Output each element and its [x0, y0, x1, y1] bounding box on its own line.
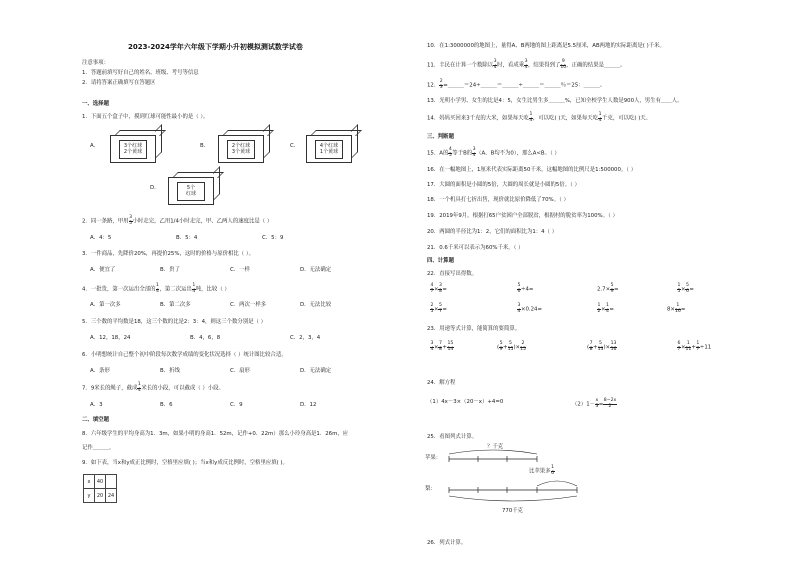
question-22: 22．直接写出得数。 — [427, 271, 477, 277]
question-2: 2．同一条路，甲用 $\frac{3}{5}$ 小时走完，乙用1/4小时走完，甲、乙两人的速度比是（ ） — [82, 215, 273, 226]
box-b-line1: 2个红球 — [231, 143, 251, 149]
xy-table — [83, 474, 117, 503]
question-21: 21．0.6千米可以表示为60%千米。（ ） — [427, 245, 524, 251]
page-title: 2023-2024学年六年级下学期小升初模拟测试数学试卷 — [128, 43, 303, 51]
pear-kg: 770千克 — [502, 508, 524, 514]
option-c-label: C． — [290, 143, 300, 149]
q6-option-c: C．扇形 — [230, 368, 250, 374]
table-y1: 20 — [95, 489, 106, 503]
box-a-line2: 2个黄球 — [123, 148, 143, 155]
question-23: 23．用递等式计算，能简算的要简算。 — [427, 326, 521, 332]
calc-23-2: ( $\frac{5}{9}$ + $\frac{5}{15}$ )× $\frac{2}{15}$ — [497, 341, 526, 352]
calc-23-1: $\frac{3}{4}$ × $\frac{7}{8}$ + $\frac{15}{14}$ — [430, 341, 454, 352]
question-9: 9．如下表，当x和y成正比例时，空格里应填( )；当x和y成反比例时，空格里应填( )。 — [82, 460, 288, 466]
table-x1: 40 — [95, 475, 106, 489]
section-choice: 一、选择题 — [82, 101, 109, 107]
question-18: 18．一个机具打七折出售，现价就比原价降低了70%。（ ） — [427, 197, 569, 203]
fraction-q4a: $\frac{1}{4}$ — [156, 283, 159, 294]
table-y-header: y — [84, 489, 95, 503]
section-fill: 二、填空题 — [82, 417, 109, 423]
question-10: 10．在1:3000000的地图上，量得A、B两地的图上距离是5.5厘米，AB两地的实际距离是( )千米。 — [427, 43, 665, 49]
question-6: 6．小明想统计自己整个初中阶段每次数学成绩的变化状况选择（ ）统计图比较合适。 — [82, 352, 287, 358]
calc-3: 2.7× $\frac{5}{9}$ = — [597, 283, 619, 294]
fraction-q11a-2: $\frac{3}{4}$ — [524, 59, 528, 70]
question-7: 7．9米长的绳子，截成 $\frac{1}{4}$ 米长的小段，可以截成（ ）小段。 — [82, 382, 224, 393]
q3-option-b: B．贵了 — [160, 267, 180, 273]
calc-1: $\frac{4}{7}$ × $\frac{3}{8}$ = — [430, 283, 447, 294]
calc-4: $\frac{1}{5}$ × $\frac{5}{6}$ = — [677, 283, 694, 294]
question-8-cont: 记作＿＿＿。 — [82, 445, 115, 451]
equation-1: （1）4x－3×（20－x）+4=0 — [427, 399, 504, 405]
table-x2 — [106, 475, 117, 489]
question-16: 16．在一幅地图上，1厘米代表实际距离50千米，这幅地图的比例尺是1:500000。（ ） — [427, 167, 637, 173]
box-b — [218, 135, 264, 163]
apple-label: 苹果： — [425, 455, 442, 461]
fraction-q2: $\frac{3}{5}$ — [129, 215, 132, 226]
fraction-q4b: $\frac{1}{4}$ — [192, 283, 196, 294]
q2-option-a: A．4：5 — [90, 235, 112, 241]
question-19: 19．2019年9月，根据打65户贫困户全部脱贫，根据村的脱贫率为100%。（ ） — [427, 213, 618, 219]
fraction-q15a: $\frac{4}{5}$ — [448, 147, 452, 158]
question-11: 11．丰民在计算一个数除以 $\frac{3}{4}$ 时，看成乘 $\frac{3}{4}$ ，结果得到了 $\frac{9}{10}$ ，正确的结果是＿＿＿。 — [427, 59, 626, 70]
q5-option-a: A．12，18，24 — [90, 335, 131, 341]
question-14: 14．妈妈买回来3千克的大米，如果每天吃 $\frac{1}{4}$ ，可以吃( )天，如果每天吃 $\frac{1}{4}$ 千克，可以吃( )天。 — [427, 112, 652, 123]
q4-option-d: D．无法比较 — [300, 302, 332, 308]
question-15: 15．A的 $\frac{4}{5}$ 等于B的 $\frac{3}{4}$ （A、B均不为0），那么A<B。（ ） — [427, 147, 560, 158]
q4-option-c: C．两次一样多 — [230, 302, 267, 308]
q4-option-b: B．第二次多 — [160, 302, 191, 308]
q4-option-a: A．第一次多 — [90, 302, 121, 308]
q6-option-b: B．折线 — [160, 368, 180, 374]
box-d-line1: 5个 — [186, 185, 196, 191]
question-25: 25．看图列式计算。 — [427, 434, 477, 440]
notes-heading: 注意事项： — [82, 60, 109, 66]
q2-option-b: B．5：4 — [176, 235, 198, 241]
calc-5: $\frac{2}{5}$ × $\frac{5}{7}$ = — [430, 303, 447, 314]
q6-option-d: D．无法确定 — [300, 368, 332, 374]
note-1: 1．答题前填写好自己的姓名、班级、考号等信息 — [82, 70, 199, 76]
option-a-label: A． — [90, 143, 100, 149]
fraction-q12: $\frac{2}{3}$ — [439, 79, 443, 90]
equation-2: （2）1－ $\frac{x}{3}$ = $\frac{8-2x}{2}$ — [572, 398, 617, 409]
bar-diagram — [425, 442, 615, 514]
box-c-line2: 1个黄球 — [319, 148, 339, 155]
question-17: 17．大圆的面积是小圆的5倍，大圆的周长就是小圆的5倍。（ ） — [427, 182, 580, 188]
question-4: 4．一批货，第一次运出全部的 $\frac{1}{4}$ ，第二次运出 $\frac{1}{4}$ 吨，比较（ ） — [82, 283, 230, 294]
q7-option-d: D．12 — [300, 402, 317, 408]
question-5: 5．三个数的平均数是18，这三个数的比是2：3：4，则这三个数分别是（ ） — [82, 319, 267, 325]
more-than-apple: 比苹果多 $\frac{1}{6}$ — [529, 465, 555, 476]
question-12: 12． $\frac{2}{3}$ =＿＿＿＝24÷＿＿＿＝＿＿＿÷＿＿＿＝＿＿＿％＝25：＿＿＿。 — [427, 79, 606, 90]
fraction-q14a: $\frac{1}{4}$ — [529, 112, 533, 123]
calc-8: 8× $\frac{1}{16}$ = — [667, 303, 686, 314]
calc-2: $\frac{5}{6}$ ÷4= — [517, 283, 534, 294]
box-d — [168, 177, 214, 205]
box-a-line1: 3个红球 — [123, 143, 143, 149]
box-d-line2: 红球 — [185, 190, 196, 197]
question-1: 1．下面五个盒子中，摸到红球可能性最小的是（ ）。 — [82, 114, 209, 120]
fraction-q11b: $\frac{9}{10}$ — [560, 59, 567, 70]
question-13: 13．光明小学男、女生的比是4：5，女生比男生多＿＿＿%，已知全校学生人数是900人，男生有＿＿人。 — [427, 98, 683, 104]
option-b-label: B． — [200, 143, 210, 149]
table-y2: 24 — [106, 489, 117, 503]
q3-option-d: D．无法确定 — [300, 267, 332, 273]
box-a — [110, 135, 156, 163]
q5-option-c: C．2，3，4 — [290, 335, 321, 341]
unknown-kg: ？千克 — [487, 444, 504, 450]
q3-option-c: C．一样 — [230, 267, 250, 273]
question-20: 20．两圆的半径比为1：2，它们的面积比为1：4（ ） — [427, 229, 558, 235]
fraction-q11a: $\frac{3}{4}$ — [493, 59, 497, 70]
question-3: 3．一件商品，先降价20%，再提价25%，这时的价格与原价相比（ ）。 — [82, 251, 254, 257]
question-8: 8．六年级学生的平均身高为1．3m，如果小明的身高1．52m，记作+0．22m）那么小玲身高是1．26m，应 — [82, 431, 349, 437]
fraction-q14b: $\frac{1}{4}$ — [598, 112, 602, 123]
question-26: 26．列式计算。 — [427, 540, 467, 546]
q3-option-a: A．便宜了 — [90, 267, 116, 273]
calc-23-3: ( $\frac{7}{8}$ + $\frac{5}{13}$ )× $\frac{13}{16}$ — [587, 341, 617, 352]
section-calc: 四、计算题 — [427, 258, 454, 264]
section-judge: 三、判断题 — [427, 134, 454, 140]
note-2: 2．请将答案正确填写在答题区 — [82, 80, 156, 86]
q7-option-c: C．9 — [230, 402, 243, 408]
table-x-header: x — [84, 475, 95, 489]
q7-option-b: B．6 — [160, 402, 173, 408]
calc-23-4: $\frac{6}{7}$ × $\frac{1}{11}$ + $\frac{1}{7}$ ÷11 — [677, 341, 712, 352]
fraction-q15b: $\frac{3}{4}$ — [472, 147, 476, 158]
calc-7: $\frac{1}{2}$ × $\frac{1}{4}$ = — [597, 303, 614, 314]
pear-label: 梨： — [425, 486, 436, 492]
q5-option-b: B．4，6，8 — [190, 335, 221, 341]
box-c — [306, 135, 352, 163]
calc-6: $\frac{3}{4}$ ×0.24= — [517, 303, 542, 314]
q7-option-a: A．3 — [90, 402, 103, 408]
box-c-line1: 4个红球 — [319, 143, 339, 149]
right-column — [397, 0, 794, 562]
fraction-q7: $\frac{1}{4}$ — [137, 382, 141, 393]
q6-option-a: A．条形 — [90, 368, 110, 374]
box-b-line2: 3个黄球 — [231, 148, 251, 155]
question-24: 24．解方程 — [427, 380, 456, 386]
option-d-label: D． — [150, 185, 160, 191]
q2-option-c: C．5：9 — [262, 235, 284, 241]
